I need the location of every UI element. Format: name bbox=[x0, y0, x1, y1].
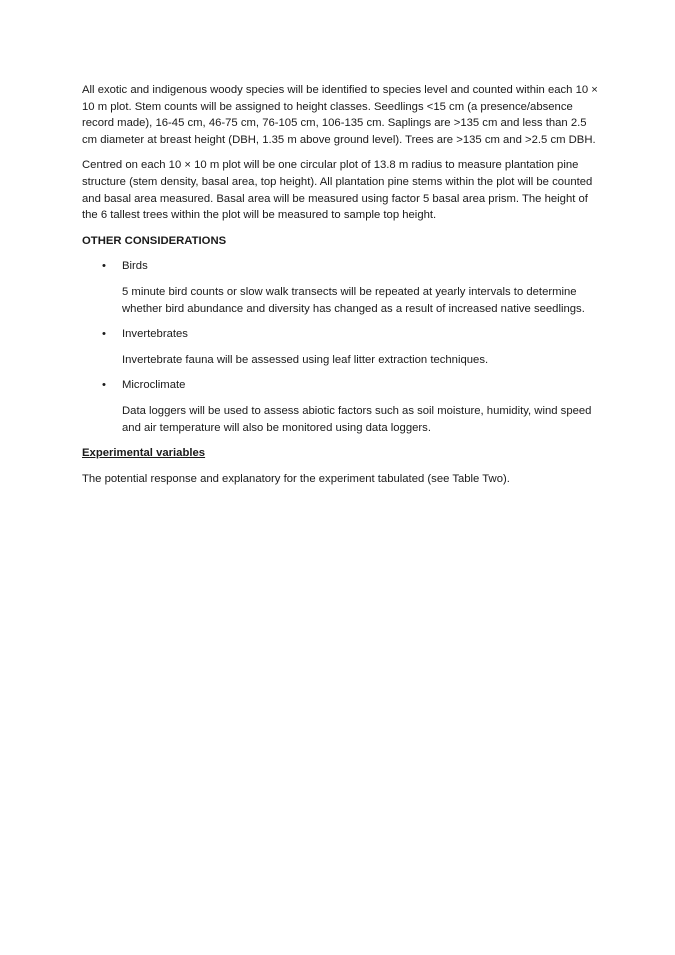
bullet-body-microclimate: Data loggers will be used to assess abiotic factors such as soil moisture, humidity, wind speed and air temperature will also be monitored using data loggers. bbox=[122, 404, 592, 434]
bullet-item-invertebrates bbox=[82, 326, 598, 343]
heading-other-considerations: OTHER CONSIDERATIONS bbox=[82, 234, 227, 247]
bullet-body-birds: 5 minute bird counts or slow walk transects will be repeated at yearly intervals to determine whether bird abundance and diversity has changed as a result of increased native seedlings. bbox=[122, 285, 585, 315]
bullet-icon: • bbox=[102, 260, 106, 273]
bullet-body-invertebrates: Invertebrate fauna will be assessed using leaf litter extraction techniques. bbox=[122, 353, 489, 366]
paragraph-pine-structure: Centred on each 10 × 10 m plot will be one circular plot of 13.8 m radius to measure plantation pine structure (stem density, basal area, top height). All plantation pine stems within the plot will be counted and basal area measured. Basal area will be measured using factor 5 basal area prism. The height of the 6 tallest trees within the plot will be measured to sample top height. bbox=[82, 159, 593, 222]
document-body bbox=[82, 82, 598, 496]
heading-experimental-variables: Experimental variables bbox=[82, 447, 206, 460]
bullet-title-invertebrates: Invertebrates bbox=[122, 328, 188, 341]
bullet-icon: • bbox=[102, 379, 106, 392]
bullet-item-microclimate bbox=[82, 377, 598, 394]
bullet-title-microclimate: Microclimate bbox=[122, 379, 186, 392]
paragraph-species-identification: All exotic and indigenous woody species will be identified to species level and counted within each 10 × 10 m plot. Stem counts will be assigned to height classes. Seedlings <15 cm (a presence/absence record made), 16-45 cm, 46-75 cm, 76-105 cm, 106-135 cm. Saplings are >135 cm and less than 2.5 cm diameter at breast height (DBH, 1.35 m above ground level). Trees are >135 cm and >2.5 cm DBH. bbox=[82, 84, 598, 146]
paragraph-experimental-variables: The potential response and explanatory for the experiment tabulated (see Table Two). bbox=[82, 472, 510, 485]
bullet-item-birds bbox=[82, 258, 598, 275]
bullet-title-birds: Birds bbox=[122, 260, 148, 273]
bullet-icon: • bbox=[102, 328, 106, 341]
